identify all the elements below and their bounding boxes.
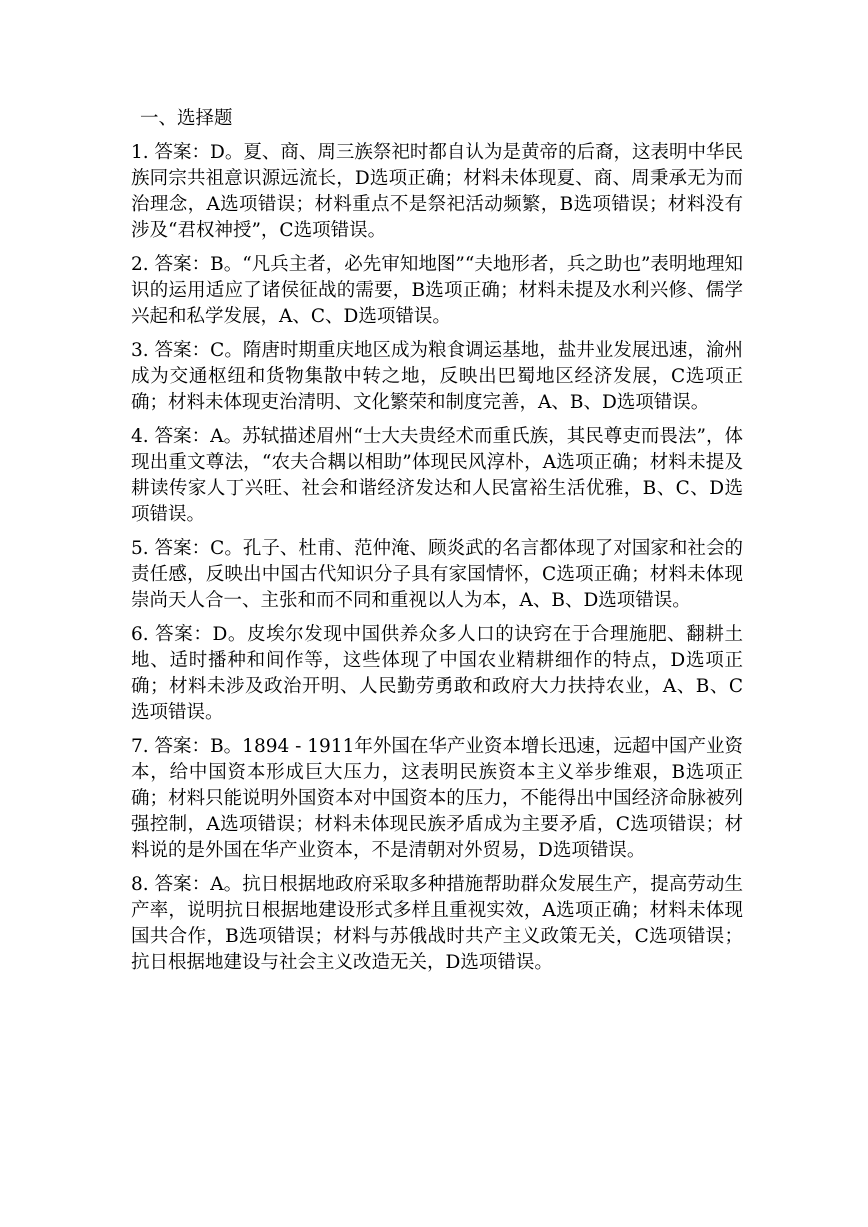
answer-item-2 [131,252,743,330]
section-title: 一、选择题 [140,108,233,129]
answer-text: 答案：D。皮埃尔发现中国供养众多人口的诀窍在于合理施肥、翻耕土地、适时播种和间作等，这些体现了中国农业精耕细作的特点，D选项正确；材料未涉及政治开明、人民勤劳勇敢和政府大力扶持农业，A、B、C选项错误。 [131,624,743,723]
answer-text: 答案：C。孔子、杜甫、范仲淹、顾炎武的名言都体现了对国家和社会的责任感，反映出中国古代知识分子具有家国情怀，C选项正确；材料未体现崇尚天人合一、主张和而不同和重视以人为本，A、B、D选项错误。 [131,538,743,611]
answer-text: 答案：C。隋唐时期重庆地区成为粮食调运基地，盐井业发展迅速，渝州成为交通枢纽和货物集散中转之地，反映出巴蜀地区经济发展，C选项正确；材料未体现吏治清明、文化繁荣和制度完善，A、B、D选项错误。 [131,340,743,413]
answer-item-7 [131,734,743,864]
answer-item-8 [131,872,743,976]
answer-text: 答案：B。“凡兵主者，必先审知地图”“夫地形者，兵之助也”表明地理知识的运用适应了诸侯征战的需要，B选项正确；材料未提及水利兴修、儒学兴起和私学发展，A、C、D选项错误。 [131,254,743,327]
answer-item-4 [131,424,743,528]
answer-number: 4. [131,426,149,447]
answer-item-6 [131,622,743,726]
answer-number: 1. [131,142,149,163]
answer-number: 3. [131,340,149,361]
answer-text: 答案：D。夏、商、周三族祭祀时都自认为是黄帝的后裔，这表明中华民族同宗共祖意识源远流长，D选项正确；材料未体现夏、商、周秉承无为而治理念，A选项错误；材料重点不是祭祀活动频繁，B选项错误；材料没有涉及“君权神授”，C选项错误。 [131,142,743,241]
answer-number: 5. [131,538,149,559]
answer-number: 6. [131,624,149,645]
answer-text: 答案：B。1894 - 1911年外国在华产业资本增长迅速，远超中国产业资本，给中国资本形成巨大压力，这表明民族资本主义举步维艰，B选项正确；材料只能说明外国资本对中国资本的压力，不能得出中国经济命脉被列强控制，A选项错误；材料未体现民族矛盾成为主要矛盾，C选项错误；材料说的是外国在华产业资本，不是清朝对外贸易，D选项错误。 [131,736,743,861]
answer-number: 8. [131,874,149,895]
answer-item-3 [131,338,743,416]
answer-item-1 [131,140,743,244]
answer-text: 答案：A。苏轼描述眉州“士大夫贵经术而重氏族，其民尊吏而畏法”，体现出重文尊法，“农夫合耦以相助”体现民风淳朴，A选项正确；材料未提及耕读传家人丁兴旺、社会和谐经济发达和人民富裕生活优雅，B、C、D选项错误。 [131,426,743,525]
answer-text: 答案：A。抗日根据地政府采取多种措施帮助群众发展生产，提高劳动生产率，说明抗日根据地建设形式多样且重视实效，A选项正确；材料未体现国共合作，B选项错误；材料与苏俄战时共产主义政策无关，C选项错误；抗日根据地建设与社会主义改造无关，D选项错误。 [131,874,743,973]
answer-number: 7. [131,736,149,757]
document-content [131,106,743,984]
answer-item-5 [131,536,743,614]
answer-number: 2. [131,254,149,275]
